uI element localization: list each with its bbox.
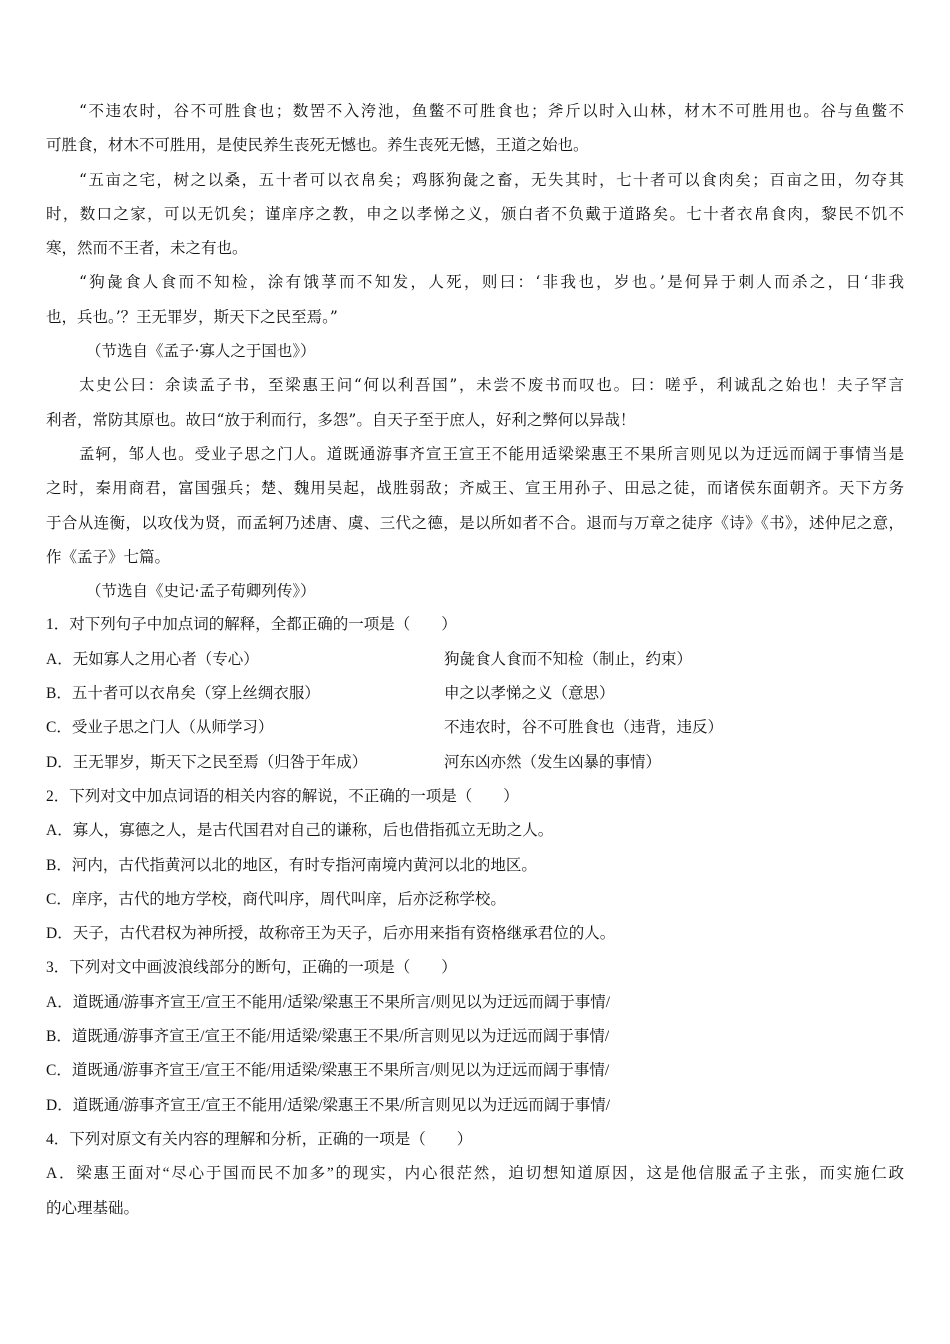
- option: C．道既通/游事齐宣王/宣王不能/用适梁/梁惠王不果所言/则见以为迂远而阔于事情/: [46, 1062, 610, 1080]
- passage-line: 孟轲，邹人也。受业子思之门人。道既通游事齐宣王宣王不能用适梁梁惠王不果所言则见以为迂远而阔于事情当是: [79, 444, 904, 463]
- passage-line: “狗彘食人食而不知检，涂有饿莩而不知发，人死，则曰：‘非我也，岁也。’是何异于刺人而杀之，日‘非我: [79, 273, 904, 292]
- question-stem: 2．下列对文中加点词语的相关内容的解说，不正确的一项是（ ）: [46, 787, 519, 805]
- passage-line: 作《孟子》七篇。: [46, 547, 171, 566]
- source-citation: （节选自《孟子·寡人之于国也》）: [86, 342, 316, 361]
- option-row: [46, 643, 904, 677]
- passage-line: “不违农时，谷不可胜食也；数罟不入洿池，鱼鳖不可胜食也；斧斤以时入山林，材木不可胜用也。谷与鱼鳖不: [79, 102, 904, 120]
- option: D．天子，古代君权为神所授，故称帝王为天子，后亦用来指有资格继承君位的人。: [46, 925, 616, 943]
- option: A．梁惠王面对“尽心于国而民不加多”的现实，内心很茫然，迫切想知道原因，这是他信服孟子主张，而实施仁政: [46, 1165, 904, 1183]
- passage-line: 利者，常防其原也。故曰“放于利而行，多怨”。自天子至于庶人，好利之弊何以异哉！: [46, 410, 636, 429]
- document-page: [46, 94, 904, 1226]
- passage-line: 于合从连衡，以攻伐为贤，而孟轲乃述唐、虞、三代之德，是以所如者不合。退而与万章之徒序《诗》《书》，述仲尼之意，: [46, 513, 904, 532]
- option-a-left: A．无如寡人之用心者（专心）: [46, 650, 259, 668]
- question-stem: 1．对下列句子中加点词的解释，全都正确的一项是（ ）: [46, 616, 457, 634]
- option: A．寡人，寡德之人，是古代国君对自己的谦称，后也借指孤立无助之人。: [46, 822, 554, 840]
- question-stem: 3．下列对文中画波浪线部分的断句，正确的一项是（ ）: [46, 959, 457, 977]
- option-row: [46, 711, 904, 745]
- option-a-right: 狗彘食人食而不知检（制止，约束）: [444, 650, 693, 668]
- passage-line: 太史公曰：余读孟子书，至梁惠王问“何以利吾国”，未尝不废书而叹也。曰：嗟乎，利诚乱之始也！夫子罕言: [79, 376, 904, 395]
- passage-line: 可胜食，材木不可胜用，是使民养生丧死无憾也。养生丧死无憾，王道之始也。: [46, 136, 589, 155]
- option: A．道既通/游事齐宣王/宣王不能用/适梁/梁惠王不果所言/则见以为迂远而阔于事情/: [46, 993, 611, 1011]
- option-row: [46, 746, 904, 780]
- option-c-right: 不违农时，谷不可胜食也（违背，违反）: [444, 719, 724, 737]
- passage-line: 也，兵也。’？王无罪岁，斯天下之民至焉。”: [46, 307, 338, 326]
- passage-line: 之时，秦用商君，富国强兵；楚、魏用吴起，战胜弱敌；齐威王、宣王用孙子、田忌之徒，而诸侯东面朝齐。天下方务: [46, 479, 904, 498]
- option: B．河内，古代指黄河以北的地区，有时专指河南境内黄河以北的地区。: [46, 856, 537, 874]
- passage-line: 寒，然而不王者，未之有也。: [46, 239, 248, 258]
- passage-line: “五亩之宅，树之以桑，五十者可以衣帛矣；鸡豚狗彘之畜，无失其时，七十者可以食肉矣；百亩之田，勿夺其: [79, 170, 904, 189]
- option: B．道既通/游事齐宣王/宣王不能/用适梁/梁惠王不果/所言则见以为迂远而阔于事情/: [46, 1028, 610, 1046]
- option-b-left: B．五十者可以衣帛矣（穿上丝绸衣服）: [46, 685, 320, 703]
- option: D．道既通/游事齐宣王/宣王不能用/适梁/梁惠王不果/所言则见以为迂远而阔于事情/: [46, 1096, 611, 1114]
- option-b-right: 申之以孝悌之义（意思）: [444, 685, 615, 703]
- source-citation: （节选自《史记·孟子荀卿列传》）: [86, 582, 316, 601]
- option-d-right: 河东凶亦然（发生凶暴的事情）: [444, 753, 662, 771]
- option-d-left: D．王无罪岁，斯天下之民至焉（归咎于年成）: [46, 753, 368, 771]
- question-stem: 4．下列对原文有关内容的理解和分析，正确的一项是（ ）: [46, 1130, 473, 1148]
- option-c-left: C．受业子思之门人（从师学习）: [46, 719, 274, 737]
- option: 的心理基础。: [46, 1199, 140, 1217]
- passage-line: 时，数口之家，可以无饥矣；谨庠序之教，申之以孝悌之义，颁白者不负戴于道路矣。七十者衣帛食肉，黎民不饥不: [46, 204, 904, 223]
- option-row: [46, 677, 904, 711]
- option: C．庠序，古代的地方学校，商代叫序，周代叫庠，后亦泛称学校。: [46, 890, 506, 908]
